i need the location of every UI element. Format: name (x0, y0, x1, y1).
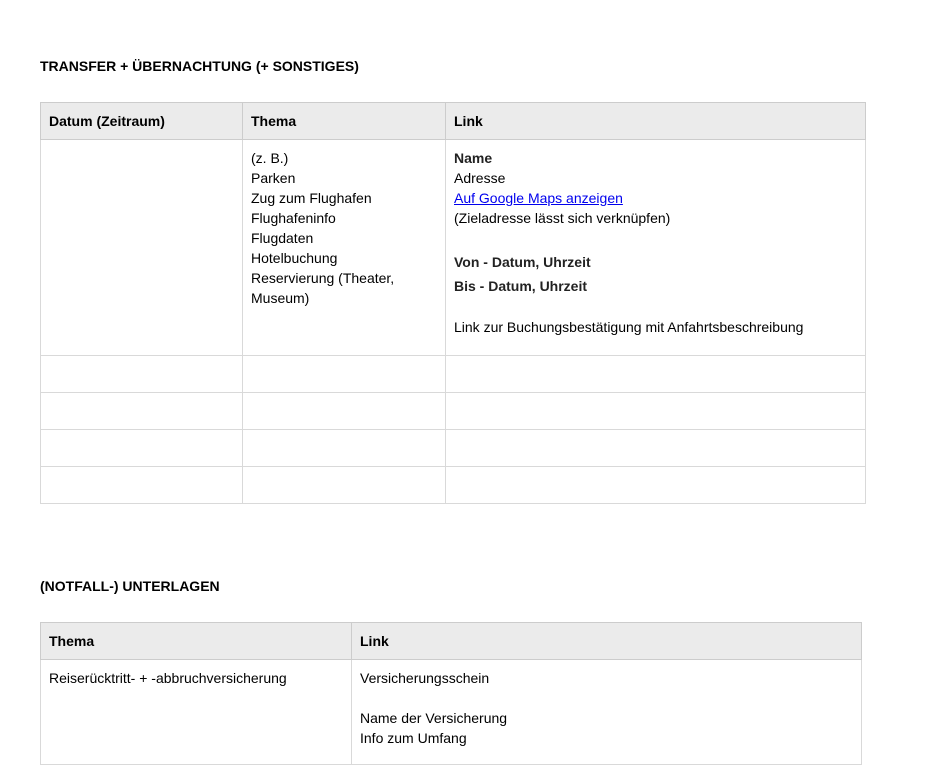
maps-note: (Zieladresse lässt sich verknüpfen) (454, 210, 671, 226)
link-line: Name der Versicherung (360, 710, 508, 726)
booking-link-text: Link zur Buchungsbestätigung mit Anfahrtsbeschreibung (454, 319, 804, 335)
datum-cell[interactable] (41, 140, 243, 356)
thema-line: (z. B.) (251, 150, 289, 166)
empty-cell[interactable] (243, 430, 446, 467)
empty-cell[interactable] (243, 467, 446, 504)
thema-text: Reiserücktritt- + -abbruchversicherung (49, 670, 287, 686)
link-cell[interactable] (446, 140, 866, 356)
transfer-table (40, 102, 866, 504)
thema-cell[interactable] (243, 140, 446, 356)
thema-line: Zug zum Flughafen (251, 190, 372, 206)
from-datetime: Von - Datum, Uhrzeit (454, 254, 591, 270)
column-header-link[interactable]: Link (446, 103, 866, 140)
section-title-notfall: (NOTFALL-) UNTERLAGEN (40, 578, 220, 594)
table-row (41, 467, 866, 504)
spacer (360, 688, 853, 708)
table-row (41, 356, 866, 393)
thema-line: Flughafeninfo (251, 210, 336, 226)
notfall-table (40, 622, 862, 765)
section-title-transfer: TRANSFER + ÜBERNACHTUNG (+ SONSTIGES) (40, 58, 359, 74)
thema-line: Reservierung (Theater, Museum) (251, 270, 395, 306)
table-row (41, 140, 866, 356)
table-row (41, 660, 862, 765)
empty-cell[interactable] (41, 393, 243, 430)
empty-cell[interactable] (446, 356, 866, 393)
empty-cell[interactable] (243, 393, 446, 430)
spacer (454, 228, 857, 252)
empty-cell[interactable] (41, 430, 243, 467)
thema-cell[interactable] (41, 660, 352, 765)
empty-cell[interactable] (446, 467, 866, 504)
link-name: Name (454, 150, 493, 166)
empty-cell[interactable] (446, 393, 866, 430)
table-row (41, 430, 866, 467)
link-address: Adresse (454, 170, 506, 186)
column-header-link: Link (352, 623, 862, 660)
column-header-thema: Thema (243, 103, 446, 140)
link-line: Versicherungsschein (360, 670, 490, 686)
column-header-datum: Datum (Zeitraum) (41, 103, 243, 140)
empty-cell[interactable] (446, 430, 866, 467)
empty-cell[interactable] (41, 467, 243, 504)
table-row (41, 393, 866, 430)
google-maps-link[interactable]: Auf Google Maps anzeigen (454, 190, 623, 206)
table-header-row (41, 103, 866, 140)
link-line: Info zum Umfang (360, 730, 467, 746)
thema-line: Parken (251, 170, 296, 186)
column-header-thema: Thema (41, 623, 352, 660)
to-datetime: Bis - Datum, Uhrzeit (454, 278, 588, 294)
link-cell[interactable] (352, 660, 862, 765)
table-header-row (41, 623, 862, 660)
spacer (454, 296, 857, 317)
empty-cell[interactable] (243, 356, 446, 393)
empty-cell[interactable] (41, 356, 243, 393)
thema-line: Hotelbuchung (251, 250, 338, 266)
thema-line: Flugdaten (251, 230, 314, 246)
